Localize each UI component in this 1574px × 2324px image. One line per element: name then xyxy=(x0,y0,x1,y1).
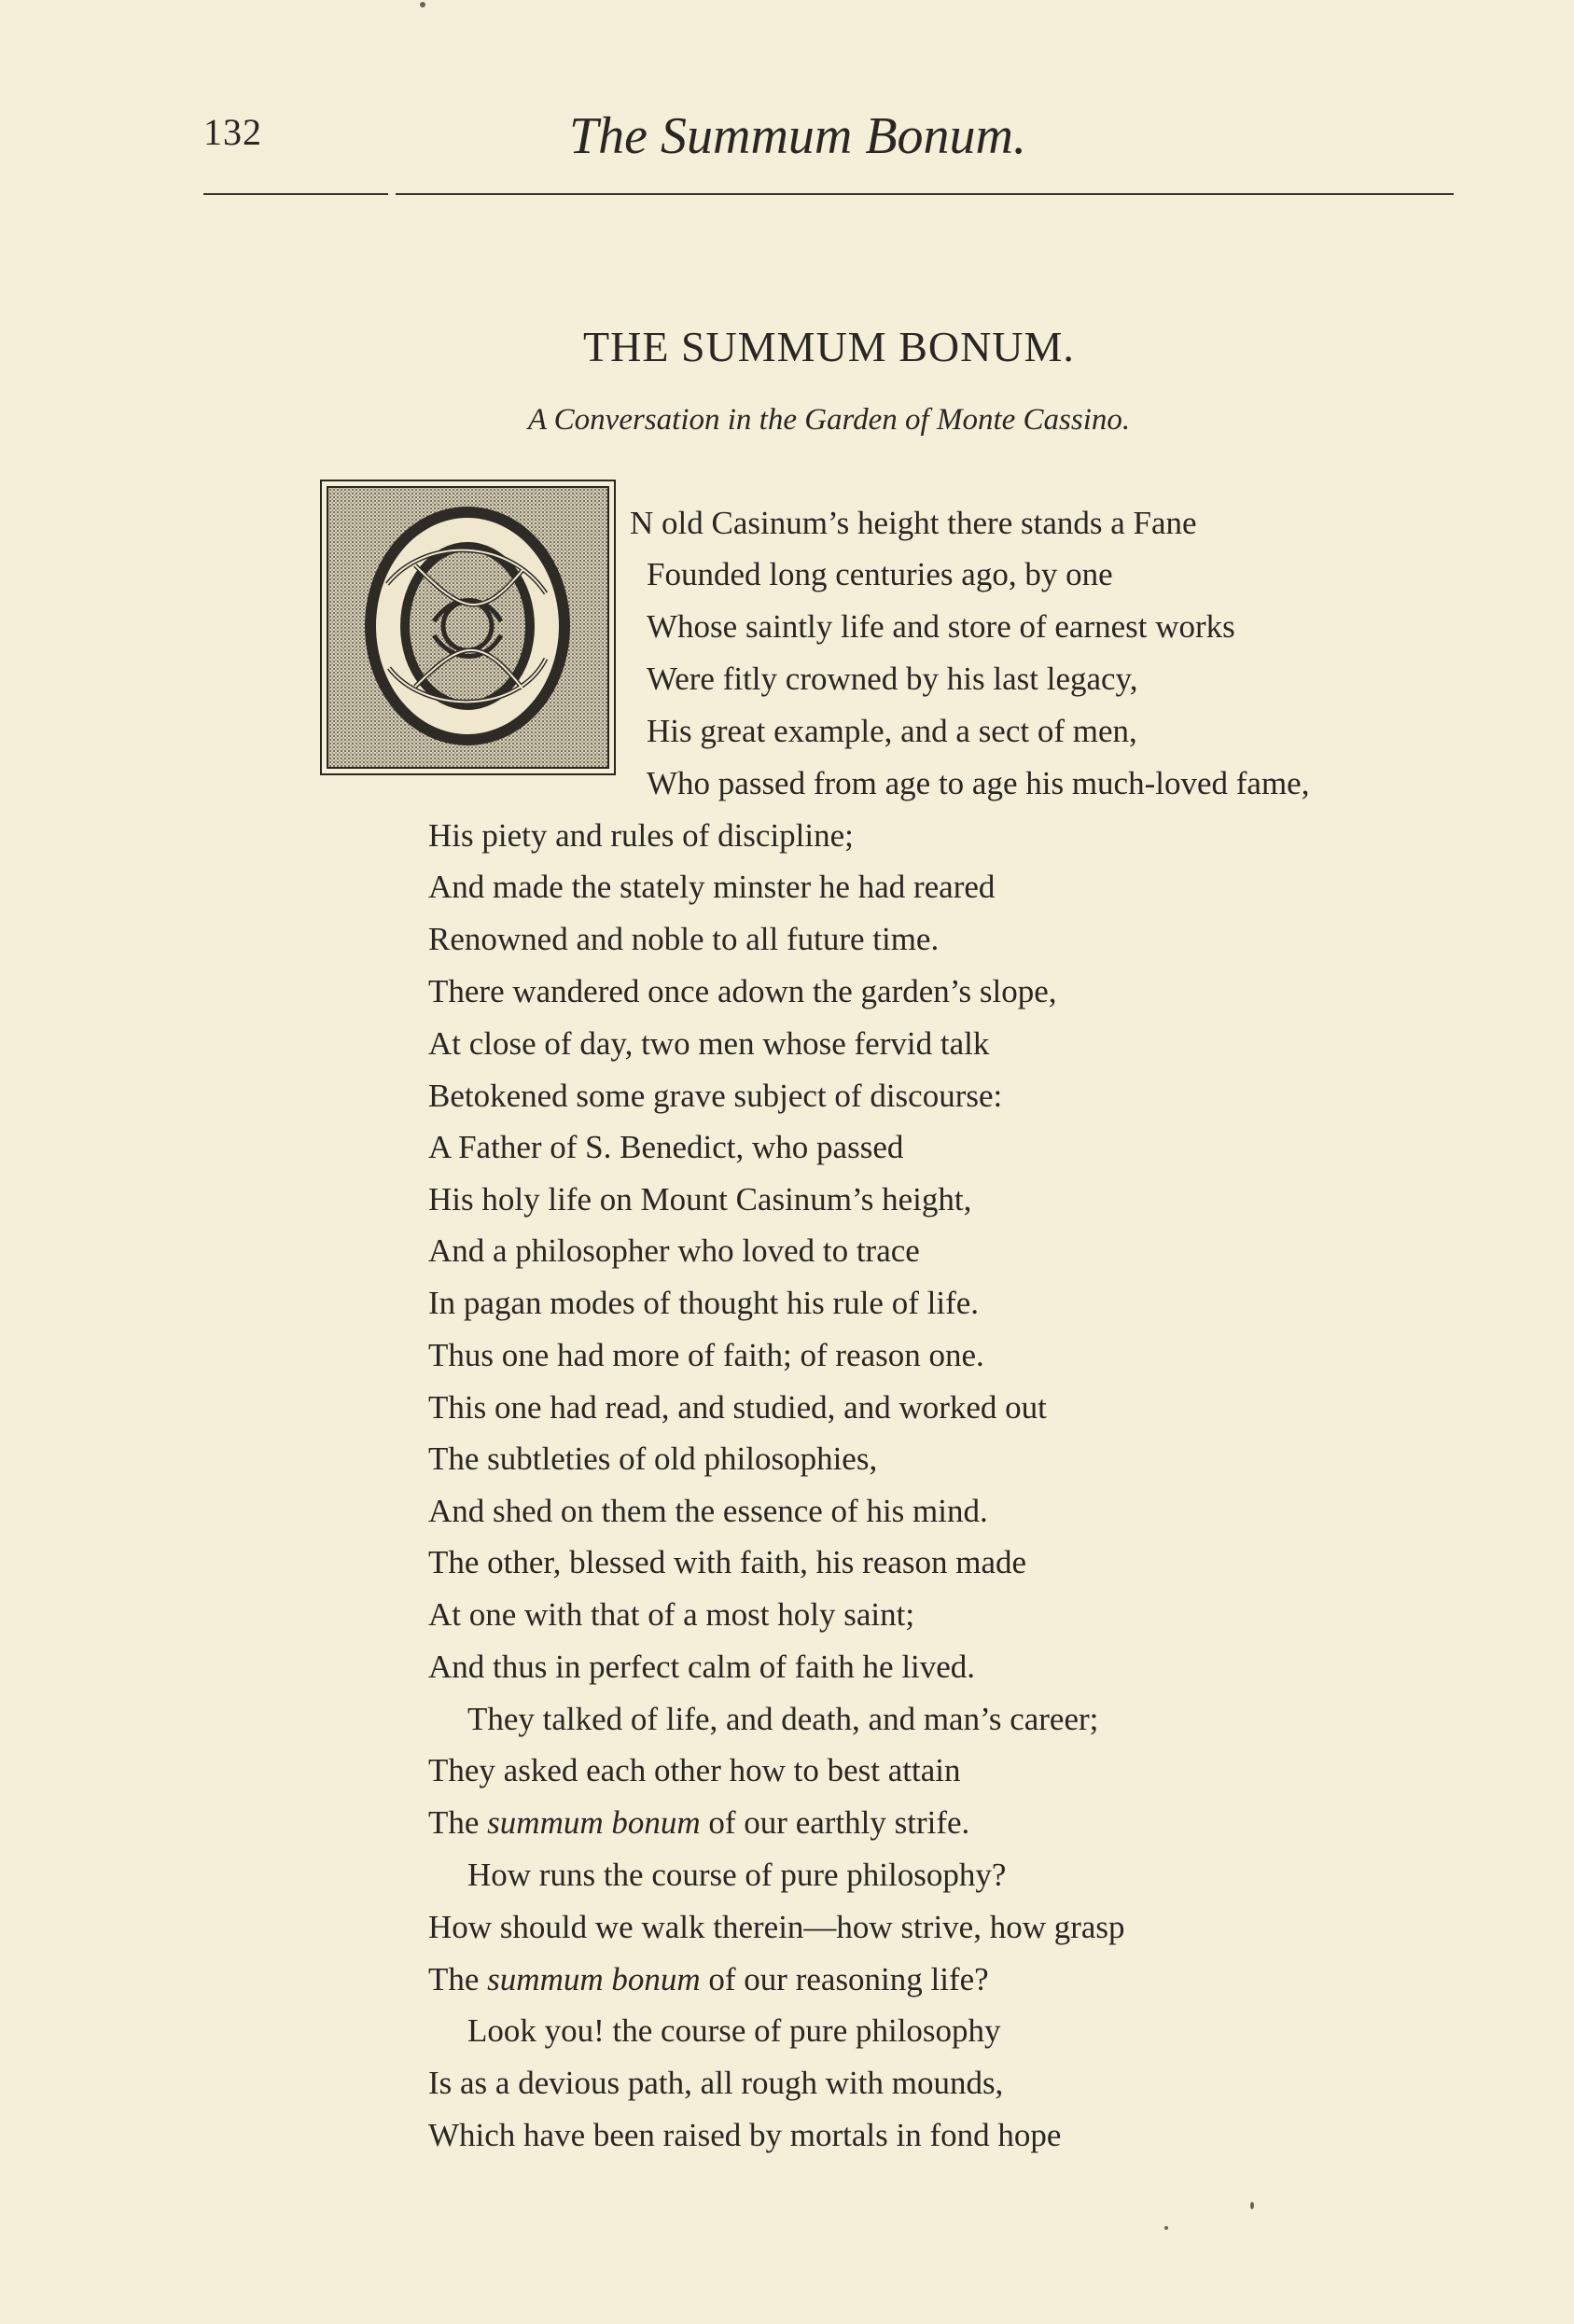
poem-line: Look you! the course of pure philosophy xyxy=(467,2012,1001,2049)
running-title: The Summum Bonum. xyxy=(569,107,1026,165)
poem-line: And a philosopher who loved to trace xyxy=(428,1232,920,1269)
poem-line: Were fitly crowned by his last legacy, xyxy=(647,661,1138,697)
poem-line: And thus in perfect calm of faith he lived. xyxy=(428,1649,976,1685)
poem-line: Whose saintly life and store of earnest works xyxy=(647,608,1235,645)
poem-line: In pagan modes of thought his rule of life. xyxy=(428,1285,980,1321)
poem-line-post: of our earthly strife. xyxy=(700,1804,970,1841)
poem-line: Thus one had more of faith; of reason one. xyxy=(428,1337,984,1373)
poem-line: Renowned and noble to all future time. xyxy=(428,921,940,957)
page-number: 132 xyxy=(203,111,262,153)
poem-line: How should we walk therein—how strive, how grasp xyxy=(428,1909,1125,1945)
poem-line: And shed on them the essence of his mind. xyxy=(428,1493,988,1529)
poem-line xyxy=(428,1963,989,1996)
poem-line: This one had read, and studied, and worked out xyxy=(428,1389,1047,1426)
poem-line: They talked of life, and death, and man’s career; xyxy=(467,1701,1099,1737)
poem-line-emphasis: summum bonum xyxy=(487,1804,701,1841)
paper-speck xyxy=(1164,2226,1168,2230)
poem-line: Is as a devious path, all rough with mounds, xyxy=(428,2065,1004,2101)
poem-line-post: of our reasoning life? xyxy=(700,1961,989,1997)
poem-line: A Father of S. Benedict, who passed xyxy=(428,1129,904,1165)
poem-line: Betokened some grave subject of discourse: xyxy=(428,1078,1003,1114)
poem-line: And made the stately minster he had reared xyxy=(428,869,996,905)
poem-line: There wandered once adown the garden’s slope, xyxy=(428,973,1057,1009)
running-head xyxy=(203,107,1454,175)
poem-line: The other, blessed with faith, his reason made xyxy=(428,1544,1027,1580)
poem-line-emphasis: summum bonum xyxy=(487,1961,701,1997)
poem-line: Which have been raised by mortals in fond hope xyxy=(428,2117,1062,2153)
poem-subtitle: A Conversation in the Garden of Monte Cassino. xyxy=(527,403,1131,437)
poem-line: His holy life on Mount Casinum’s height, xyxy=(428,1181,972,1218)
poem-line xyxy=(428,1806,969,1839)
poem-line: Founded long centuries ago, by one xyxy=(647,556,1113,592)
poem-line: The subtleties of old philosophies, xyxy=(428,1440,878,1477)
poem-line: His piety and rules of discipline; xyxy=(428,817,854,854)
paper-speck xyxy=(1250,2202,1254,2209)
poem-line: They asked each other how to best attain xyxy=(428,1752,961,1788)
poem-line: At close of day, two men whose fervid talk xyxy=(428,1025,990,1062)
poem-line: His great example, and a sect of men, xyxy=(647,713,1137,749)
paper-speck xyxy=(420,2,425,7)
decorated-initial-o xyxy=(320,480,616,775)
poem-title: THE SUMMUM BONUM. xyxy=(583,323,1075,370)
poem-line-pre: The xyxy=(428,1804,488,1841)
poem-line: Who passed from age to age his much-loved fame, xyxy=(647,765,1310,801)
poem-line: N old Casinum’s height there stands a Fane xyxy=(630,505,1197,541)
poem-line: How runs the course of pure philosophy? xyxy=(467,1857,1007,1893)
poem-line-pre: The xyxy=(428,1961,488,1997)
poem-line: At one with that of a most holy saint; xyxy=(428,1596,915,1633)
header-rule-right xyxy=(396,193,1454,195)
ornament-initial-icon xyxy=(322,481,614,773)
header-rule-left xyxy=(203,193,388,195)
